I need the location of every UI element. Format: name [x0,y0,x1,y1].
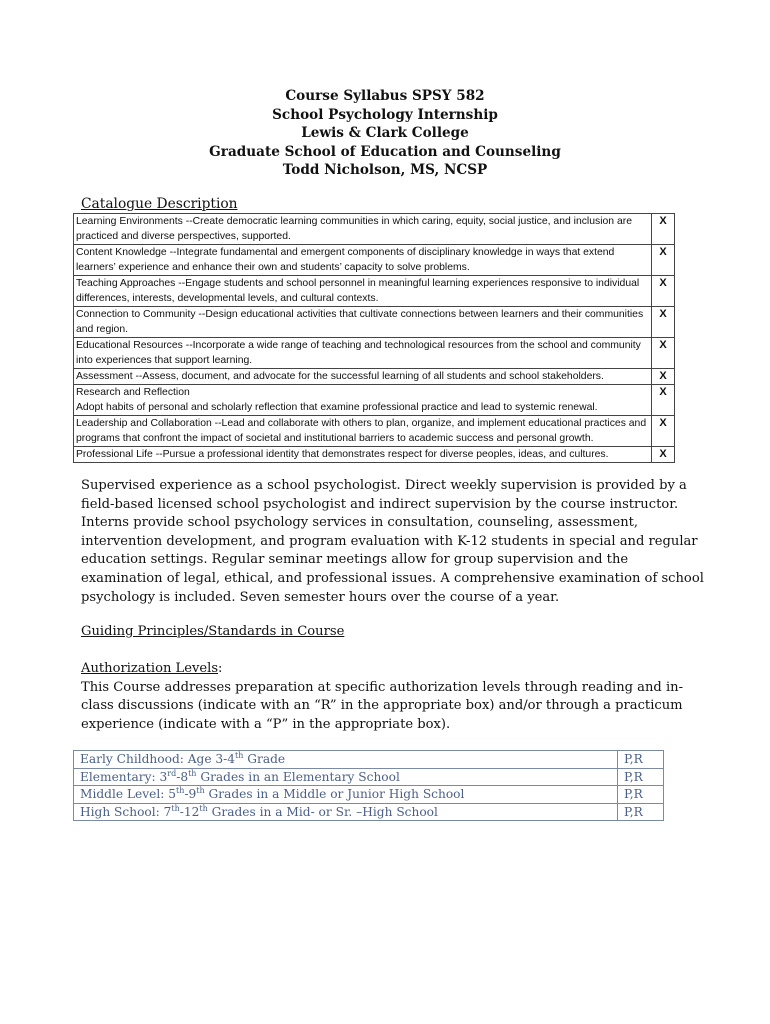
standards-table [73,213,675,463]
standard-mark: X [652,307,675,338]
level-superscript: rd [167,768,177,778]
standard-text: Content Knowledge --Integrate fundamental and emergent components of disciplinary knowledge in ways that extend learners’ experience and enhance their own and students’ capacity to solve problems. [74,245,652,276]
standard-mark: X [652,416,675,447]
level-code: P,R [618,751,664,769]
level-superscript: th [188,768,197,778]
standard-text: Assessment --Assess, document, and advocate for the successful learning of all students and school stakeholders. [74,369,652,385]
level-label [74,786,618,804]
level-superscript: th [235,750,244,760]
table-row [74,369,675,385]
table-row [74,416,675,447]
table-row [74,803,664,821]
level-text: Elementary: 3 [80,769,168,784]
authorization-title: Authorization Levels [81,661,219,676]
level-label [74,768,618,786]
standard-mark: X [652,214,675,245]
level-text-mid: -9 [184,787,197,801]
description-paragraph: Supervised experience as a school psychologist. Direct weekly supervision is provided by a field-based licensed school psychologist and indirect supervision by the course instructor. Interns provide school psychology services in consultation, counseling, assessment, intervention development, and program evaluation with K-12 students in special and regular education settings. Regular seminar meetings allow for group supervision and the examination of legal, ethical, and professional issues. A comprehensive examination of school psychology is included. Seven semester hours over the course of a year. [81,478,704,605]
standard-text: Educational Resources --Incorporate a wide range of teaching and technological resources from the school and community into experiences that support learning. [74,338,652,369]
standard-mark: X [652,369,675,385]
level-superscript: th [176,785,185,795]
instructor-name: Todd Nicholson, MS, NCSP [282,162,488,179]
guiding-principles-heading: Guiding Principles/Standards in Course [81,624,345,639]
table-row [74,276,675,307]
catalogue-title: Catalogue Description [81,196,238,212]
table-row [74,307,675,338]
level-superscript: th [199,803,208,813]
level-code: P,R [618,803,664,821]
standard-text-detail: Adopt habits of personal and scholarly reflection that examine professional practice and lead to systemic renewal. [76,402,598,413]
level-superscript: th [196,785,205,795]
table-row [74,385,675,416]
table-row [74,245,675,276]
standard-mark: X [652,385,675,416]
syllabus-header [0,87,770,180]
standard-mark: X [652,447,675,463]
level-text-mid: -8 [176,769,189,784]
level-text-end: Grades in an Elementary School [196,769,400,784]
level-label [74,751,618,769]
course-title: Course Syllabus SPSY 582 [285,88,485,104]
standard-mark: X [652,338,675,369]
table-row [74,768,664,786]
authorization-colon: : [218,661,223,676]
level-code: P,R [618,768,664,786]
authorization-heading [81,660,711,679]
level-text: High School: 7 [80,804,172,819]
table-row [74,751,664,769]
standard-mark: X [652,245,675,276]
level-text-end: Grades in a Middle or Junior High School [204,787,465,801]
authorization-text: This Course addresses preparation at specific authorization levels through reading and in-class discussions (indicate with an “R” in the appropriate box) and/or through a practicum experience (indicate with a “P” in the appropriate box). [81,679,683,732]
school-name: Graduate School of Education and Counseling [209,143,561,160]
course-description [81,477,711,607]
level-label [74,803,618,821]
level-text-end: Grade [243,752,286,766]
standard-text: Professional Life --Pursue a professional identity that demonstrates respect for diverse peoples, ideas, and cultures. [74,447,652,463]
standard-text: Connection to Community --Design educational activities that cultivate connections between learners and their communities and region. [74,307,652,338]
table-row [74,786,664,804]
level-text: Early Childhood: Age 3-4 [80,752,236,766]
standard-text-cell [74,385,652,416]
table-row [74,338,675,369]
level-text-mid: -12 [179,804,200,819]
table-row [74,214,675,245]
level-code: P,R [618,786,664,804]
authorization-levels-table [73,750,664,821]
college-name: Lewis & Clark College [301,125,469,142]
course-name: School Psychology Internship [272,106,498,123]
standard-text: Research and Reflection [76,387,190,398]
level-text-end: Grades in a Mid- or Sr. –High School [207,804,438,819]
authorization-section [81,660,711,734]
standard-text: Learning Environments --Create democratic learning communities in which caring, equity, social justice, and inclusion are practiced and diverse perspectives, supported. [74,214,652,245]
table-row [74,447,675,463]
standard-mark: X [652,276,675,307]
level-superscript: th [171,803,180,813]
standard-text: Leadership and Collaboration --Lead and collaborate with others to plan, organize, and implement educational practices and programs that confront the impact of societal and institutional barriers to academic success and personal growth. [74,416,652,447]
standard-text: Teaching Approaches --Engage students and school personnel in meaningful learning experiences responsive to individual differences, interests, developmental levels, and cultural contexts. [74,276,652,307]
level-text: Middle Level: 5 [80,787,177,801]
